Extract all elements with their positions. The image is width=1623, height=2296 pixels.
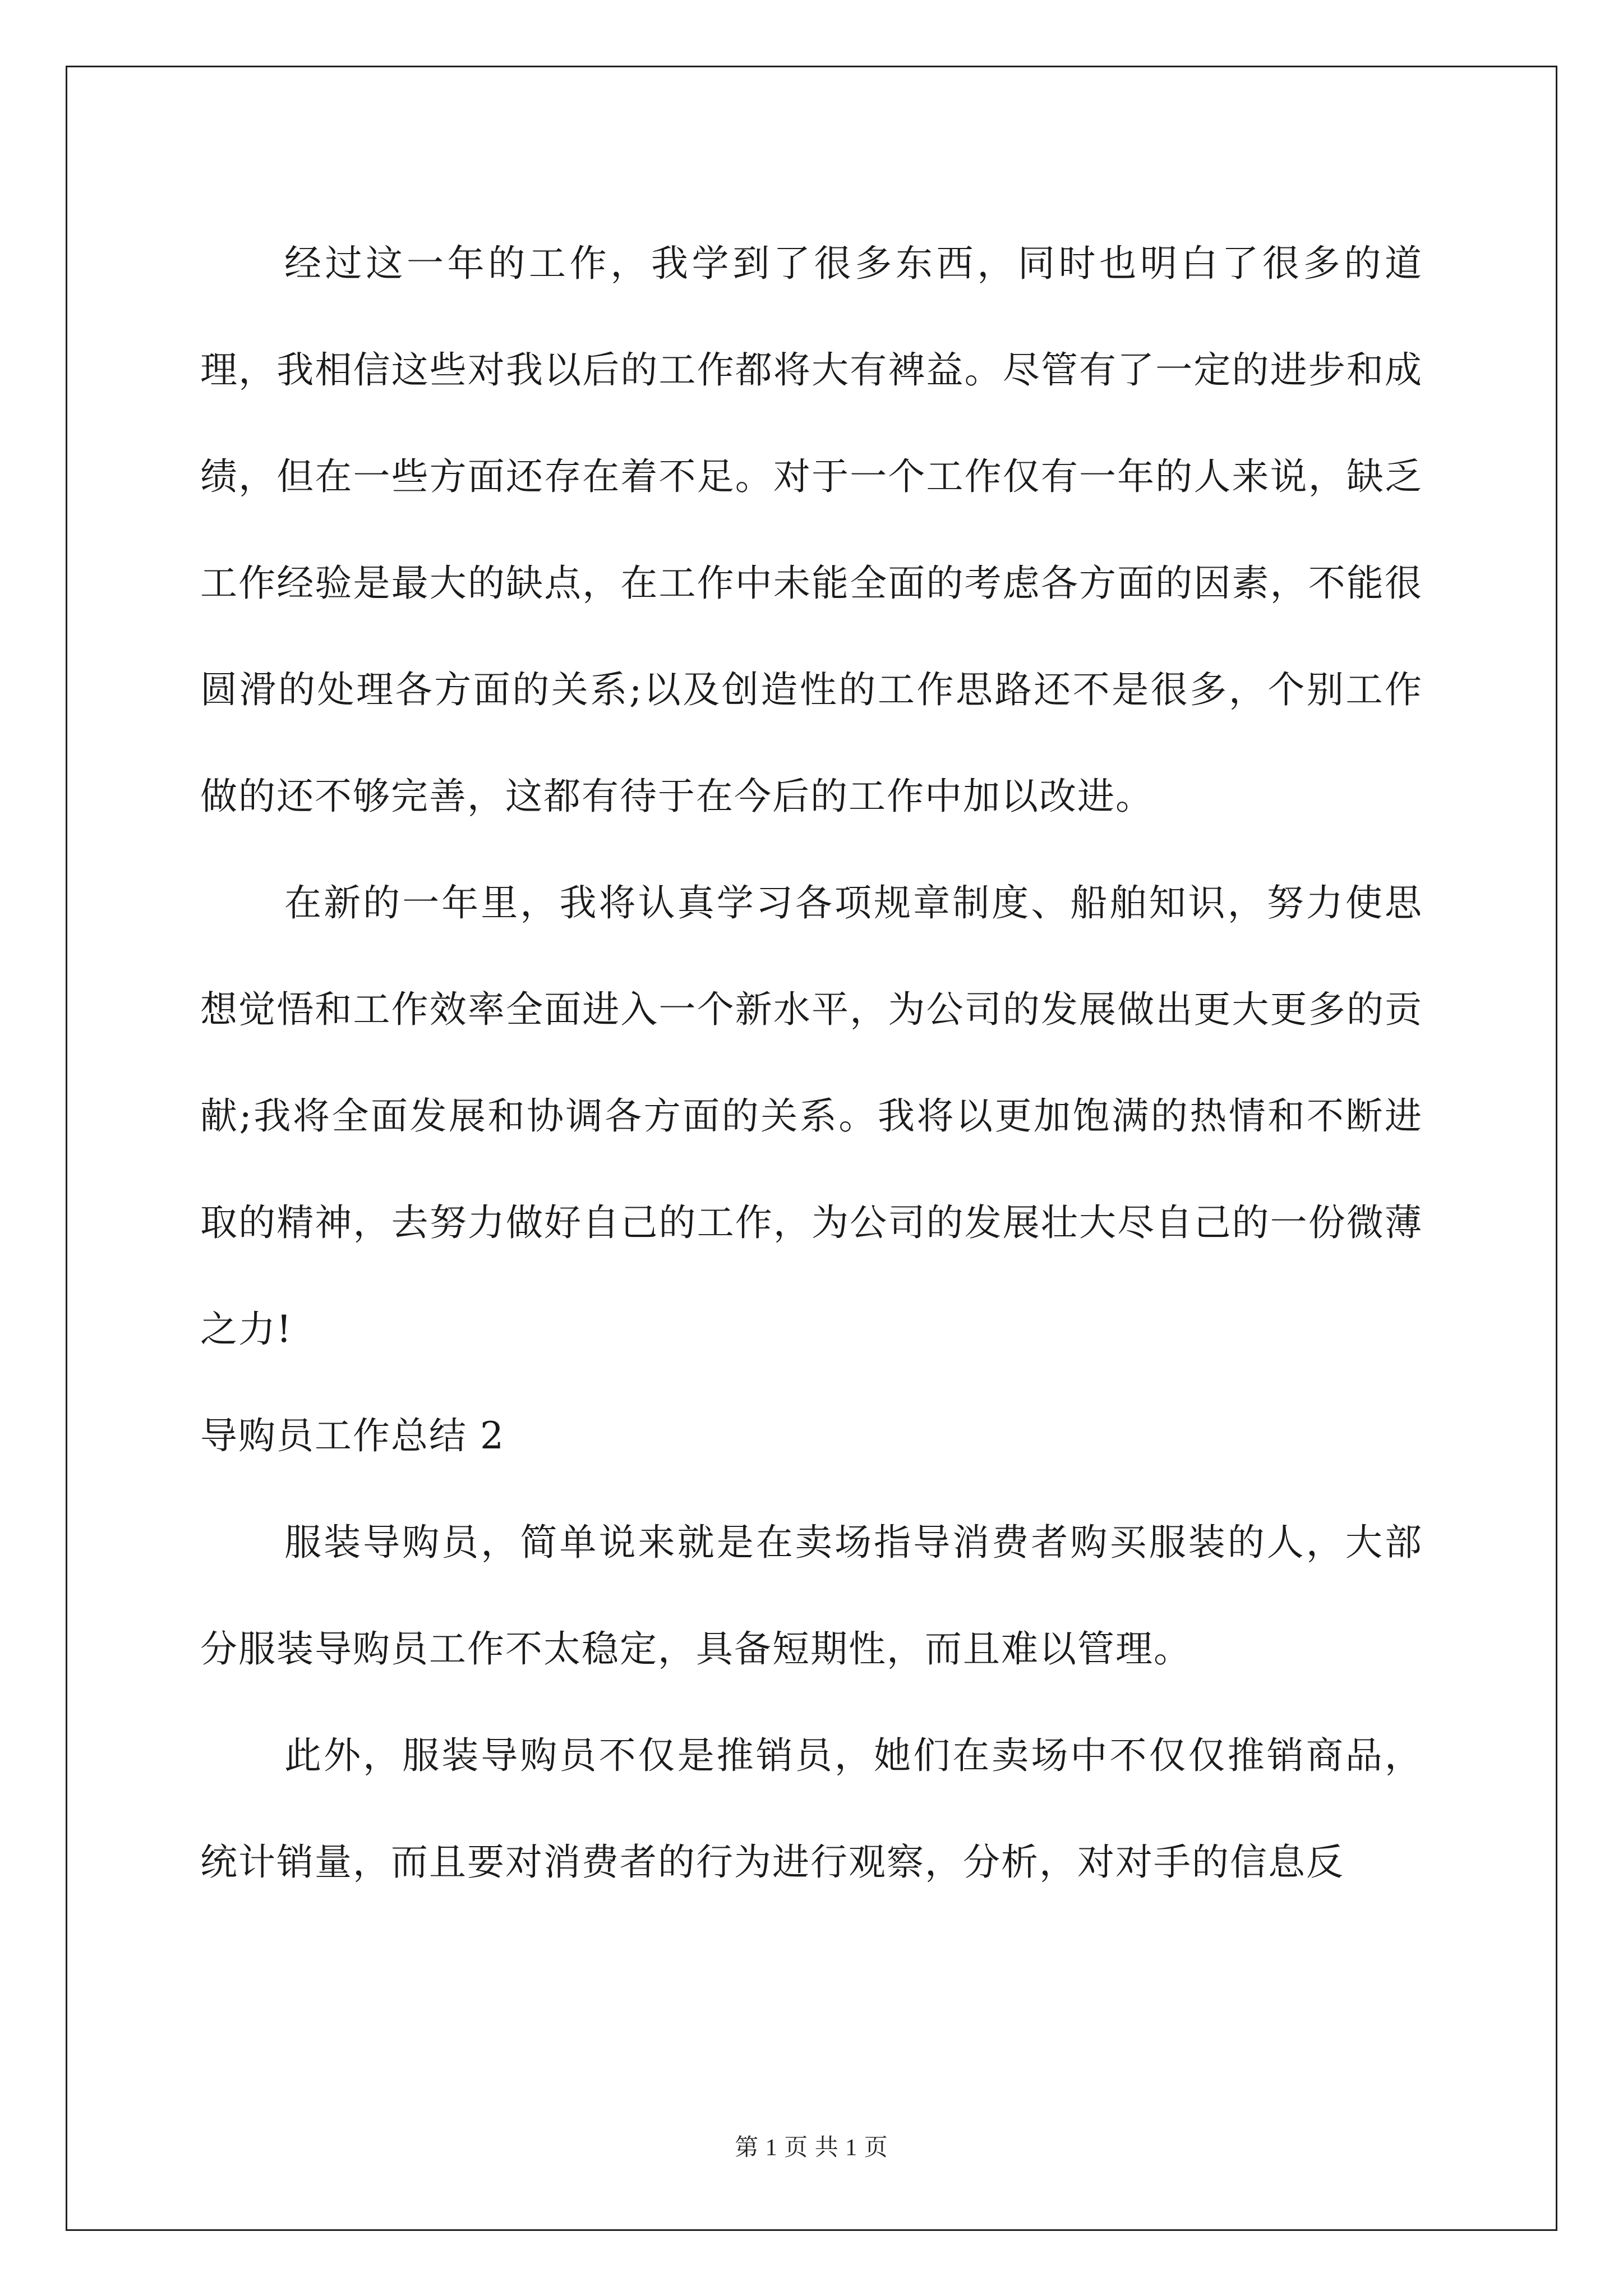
page-footer: 第 1 页 共 1 页 [735, 2135, 888, 2161]
document-body [200, 210, 1423, 1916]
paragraph-clothing-guide-definition: 服装导购员，简单说来就是在卖场指导消费者购买服装的人，大部分服装导购员工作不太稳定，具备短期性，而且难以管理。 [200, 1521, 1423, 1671]
section-heading: 导购员工作总结 2 [200, 1414, 505, 1457]
paragraph-new-year-plan: 在新的一年里，我将认真学习各项规章制度、船舶知识，努力使思想觉悟和工作效率全面进入一个新水平，为公司的发展做出更大更多的贡献;我将全面发展和协调各方面的关系。我将以更加饱满的热情和不断进取的精神，去努力做好自己的工作，为公司的发展壮大尽自己的一份微薄之力! [200, 881, 1423, 1351]
paragraph-clothing-guide-duties: 此外，服装导购员不仅是推销员，她们在卖场中不仅仅推销商品，统计销量，而且要对消费者的行为进行观察，分析，对对手的信息反 [200, 1734, 1423, 1884]
paragraph-work-reflection: 经过这一年的工作，我学到了很多东西，同时也明白了很多的道理，我相信这些对我以后的工作都将大有裨益。尽管有了一定的进步和成绩，但在一些方面还存在着不足。对于一个工作仅有一年的人来说，缺乏工作经验是最大的缺点，在工作中未能全面的考虑各方面的因素，不能很圆滑的处理各方面的关系;以及创造性的工作思路还不是很多，个别工作做的还不够完善，这都有待于在今后的工作中加以改进。 [200, 242, 1423, 818]
